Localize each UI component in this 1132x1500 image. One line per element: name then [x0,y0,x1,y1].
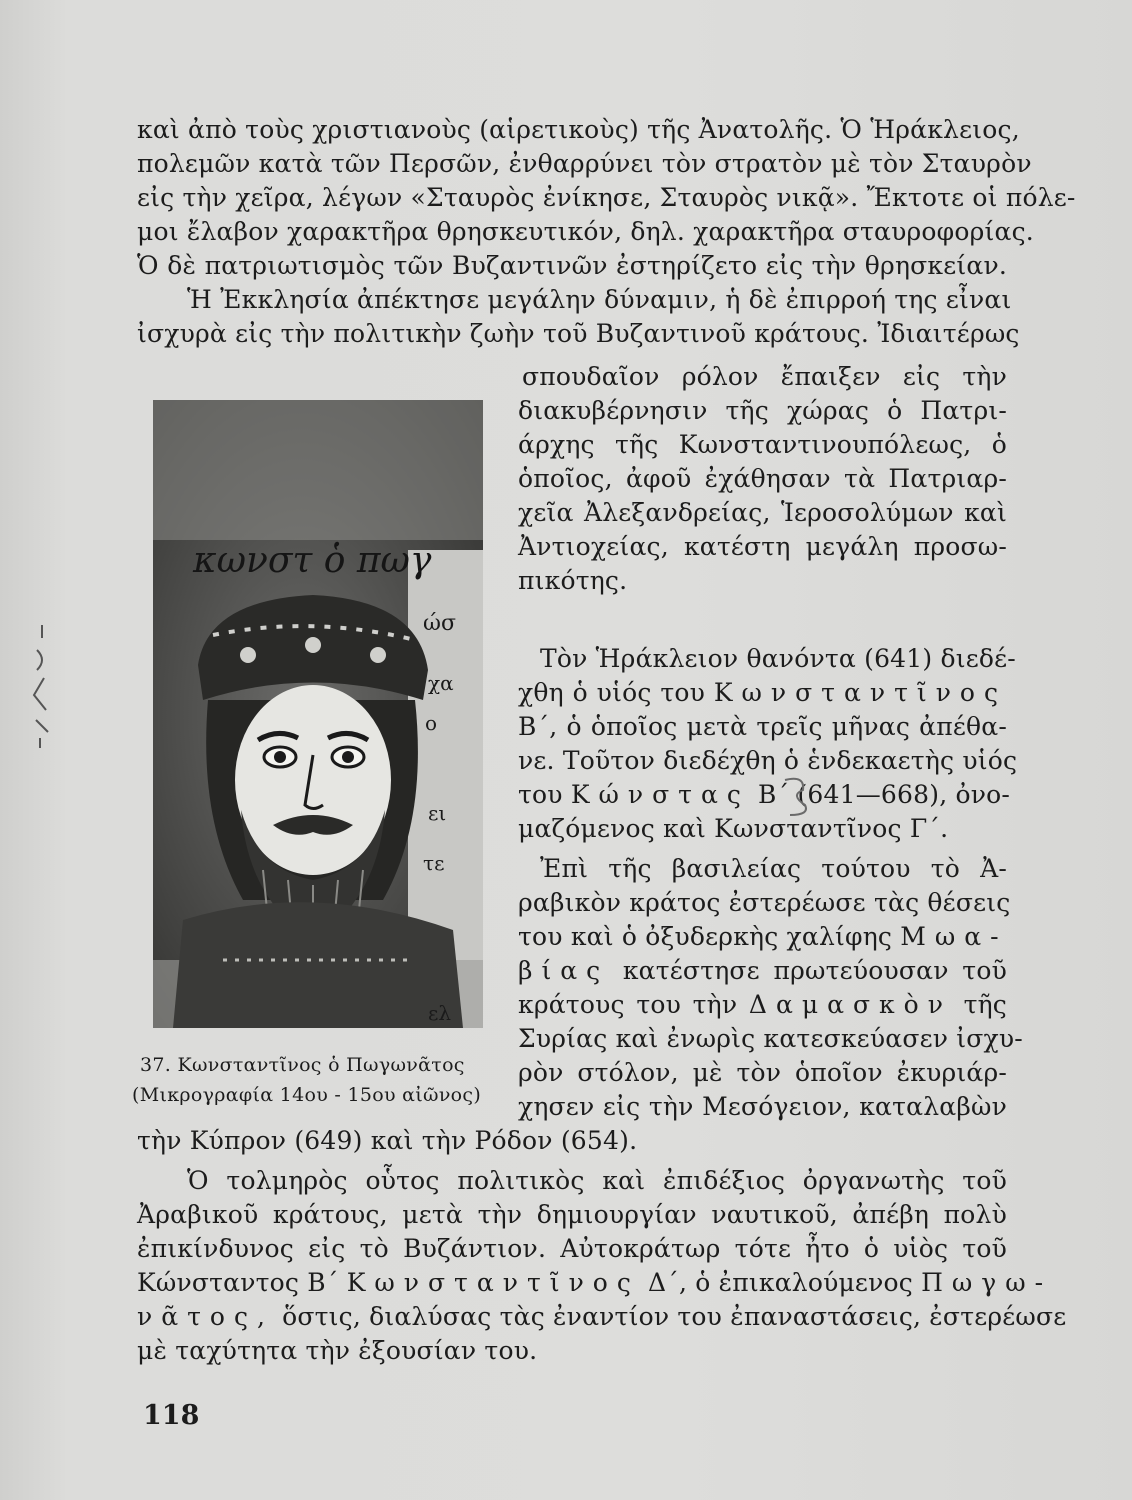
spaced-name: νᾶτος, [137,1302,274,1331]
text-line: μαζόμενος καὶ Κωνσταντῖνος Γ΄. [518,814,949,843]
pen-mark-icon [775,770,820,820]
svg-text:ο: ο [425,711,438,735]
text-line [137,1266,1053,1300]
text-line: Ἀντιοχείας, κατέστη μεγάλη προσω- [518,532,1007,561]
text-line: διακυβέρνησιν τῆς χώρας ὁ Πατρι- [518,396,1007,425]
text-line: μὲ ταχύτητα τὴν ἐξουσίαν του. [137,1336,538,1365]
text-line: ἐπικίνδυνος εἰς τὸ Βυζάντιον. Αὐτοκράτωρ τότε ἦτο ὁ υἱὸς τοῦ [137,1234,1007,1263]
spaced-name: βίας [518,956,610,985]
spaced-name: Κώνστας [570,780,750,809]
svg-text:τε: τε [423,851,445,875]
portrait-miniature [153,400,483,1028]
text-line: Ἀραβικοῦ κράτους, μετὰ τὴν δημιουργίαν ναυτικοῦ, ἀπέβη πολὺ [137,1200,1007,1229]
text-span: κατέστησε πρωτεύουσαν τοῦ [622,956,1007,985]
text-line: ἰσχυρὰ εἰς τὴν πολιτικὴν ζωὴν τοῦ Βυζαντινοῦ κράτους. Ἰδιαιτέρως [137,319,1020,348]
spaced-name: Κωνσταντῖνος [713,678,1007,707]
text-line [518,988,1007,1022]
text-line: Τὸν Ἡράκλειον θανόντα (641) διεδέ- [540,644,1016,673]
portrait-illustration [153,400,483,1028]
text-span: τῆς [963,990,1008,1019]
text-span: κράτους του τὴν [518,990,738,1019]
text-line: χησεν εἰς τὴν Μεσόγειον, καταλαβὼν [518,1092,1007,1121]
text-span: Κώνσταντος Β΄ [137,1268,339,1297]
margin-scribble-icon [22,620,62,750]
text-span: ὅστις, διαλύσας τὰς ἐναντίον του ἐπαναστάσεις, ἐστερέωσε [282,1302,1067,1331]
text-line: Ὁ δὲ πατριωτισμὸς τῶν Βυζαντινῶν ἐστηρίζετο εἰς τὴν θρησκείαν. [137,251,1007,280]
svg-text:χα: χα [428,671,454,695]
text-line: Β΄, ὁ ὁποῖος μετὰ τρεῖς μῆνας ἀπέθα- [518,712,1007,741]
text-line [518,778,1011,812]
spaced-name: Δαμασκὸν [748,990,952,1019]
text-line: σπουδαῖον ρόλον ἔπαιξεν εἰς τὴν [522,362,1007,391]
svg-text:ώσ: ώσ [423,611,456,636]
text-line: Ἡ Ἐκκλησία ἀπέκτησε μεγάλην δύναμιν, ἡ δὲ ἐπιρροή της εἶναι [187,285,1012,314]
text-line: ὁποῖος, ἀφοῦ ἐχάθησαν τὰ Πατριαρ- [518,464,1007,493]
text-span: Β΄ (641—668), ὀνο- [758,780,1011,809]
text-line: ραβικὸν κράτος ἐστερέωσε τὰς θέσεις [518,888,1011,917]
text-line [518,920,1007,954]
spaced-name: Πωγω- [921,1268,1053,1297]
spaced-name: Κωνσταντῖνος [346,1268,640,1297]
page-number: 118 [143,1400,200,1431]
text-line: νε. Τοῦτον διεδέχθη ὁ ἑνδεκαετὴς υἱός [518,746,1018,775]
text-line: εἰς τὴν χεῖρα, λέγων «Σταυρὸς ἐνίκησε, Σταυρὸς νικᾷ». Ἔκτοτε οἱ πόλε- [137,183,1076,212]
text-span: χθη ὁ υἱός του [518,678,706,707]
text-line: καὶ ἀπὸ τοὺς χριστιανοὺς (αἱρετικοὺς) τῆς Ἀνατολῆς. Ὁ Ἡράκλειος, [137,115,1020,144]
text-line: Ἐπὶ τῆς βασιλείας τούτου τὸ Ἀ- [540,854,1007,883]
text-line: πολεμῶν κατὰ τῶν Περσῶν, ἐνθαρρύνει τὸν στρατὸν μὲ τὸν Σταυρὸν [137,149,1032,178]
text-line [137,1300,1067,1334]
text-line: πικότης. [518,566,628,595]
svg-text:ελ: ελ [428,1001,452,1025]
text-line: μοι ἔλαβον χαρακτῆρα θρησκευτικόν, δηλ. χαρακτῆρα σταυροφορίας. [137,217,1034,246]
figure-caption-title: 37. Κωνσταντῖνος ὁ Πωγωνᾶτος [140,1054,465,1076]
text-line [518,954,1007,988]
text-line: Ὁ τολμηρὸς οὗτος πολιτικὸς καὶ ἐπιδέξιος ὀργανωτὴς τοῦ [187,1166,1007,1195]
figure-caption-subtitle: (Μικρογραφία 14ου - 15ου αἰῶνος) [132,1084,482,1106]
text-line: τὴν Κύπρον (649) καὶ τὴν Ρόδον (654). [137,1126,638,1155]
text-span: Δ΄, ὁ ἐπικαλούμενος [647,1268,913,1297]
inscription-text: κωνστ ὁ πωγ [193,540,432,581]
text-line: Συρίας καὶ ἐνωρὶς κατεσκεύασεν ἰσχυ- [518,1024,1023,1053]
text-line [518,676,1007,710]
text-span: του καὶ ὁ ὀξυδερκὴς χαλίφης [518,922,893,951]
text-line: άρχης τῆς Κωνσταντινουπόλεως, ὁ [518,430,1007,459]
text-line: ρὸν στόλον, μὲ τὸν ὁποῖον ἐκυριάρ- [518,1058,1007,1087]
svg-text:ει: ει [428,801,447,825]
text-span: του [518,780,563,809]
text-line: χεῖα Ἀλεξανδρείας, Ἱεροσολύμων καὶ [518,498,1007,527]
spaced-name: Μωα- [900,922,1008,951]
